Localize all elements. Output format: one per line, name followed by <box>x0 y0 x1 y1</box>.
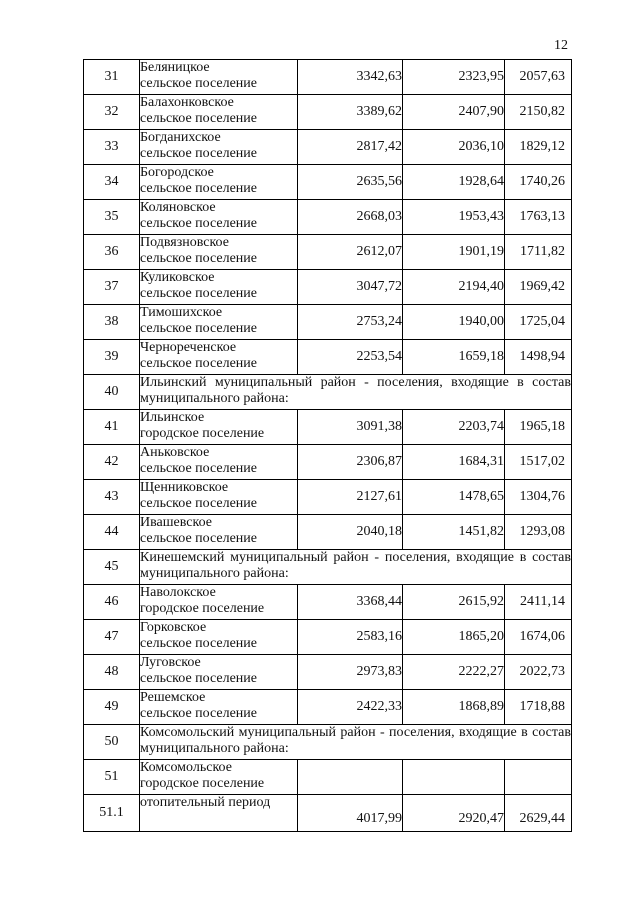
value-cell-3: 1674,06 <box>505 620 572 655</box>
tariff-table <box>83 59 572 832</box>
value-cell-3 <box>505 760 572 795</box>
settlement-name <box>140 270 298 305</box>
row-number: 33 <box>84 130 140 165</box>
table-row <box>84 655 572 690</box>
row-number: 40 <box>84 375 140 410</box>
settlement-name-line: Тимошихское <box>140 305 223 320</box>
table-row <box>84 95 572 130</box>
value-cell-1: 4017,99 <box>298 795 403 832</box>
settlement-type-line: сельское поселение <box>140 461 257 476</box>
value-cell-2: 2407,90 <box>403 95 505 130</box>
settlement-name-line: Луговское <box>140 655 201 670</box>
value-cell-2: 2203,74 <box>403 410 505 445</box>
row-number: 37 <box>84 270 140 305</box>
value-cell-3: 2057,63 <box>505 60 572 95</box>
settlement-name <box>140 585 298 620</box>
settlement-name-line: Решемское <box>140 690 206 705</box>
settlement-name <box>140 165 298 200</box>
table-row <box>84 445 572 480</box>
settlement-type-line: сельское поселение <box>140 76 257 91</box>
table-row <box>84 620 572 655</box>
settlement-type-line: сельское поселение <box>140 216 257 231</box>
value-cell-2: 1478,65 <box>403 480 505 515</box>
value-cell-1: 2817,42 <box>298 130 403 165</box>
settlement-name-line: Комсомольское <box>140 760 232 775</box>
value-cell-2: 1901,19 <box>403 235 505 270</box>
table-body <box>84 60 572 832</box>
section-header-row <box>84 725 572 760</box>
row-number: 50 <box>84 725 140 760</box>
settlement-name-line: Богородское <box>140 165 214 180</box>
settlement-name-line: Наволокское <box>140 585 216 600</box>
settlement-name <box>140 655 298 690</box>
settlement-name-line: отопительный период <box>140 795 271 810</box>
settlement-type-line: сельское поселение <box>140 636 257 651</box>
value-cell-1: 2040,18 <box>298 515 403 550</box>
value-cell-2: 1953,43 <box>403 200 505 235</box>
row-number: 35 <box>84 200 140 235</box>
table-row <box>84 270 572 305</box>
value-cell-3: 1517,02 <box>505 445 572 480</box>
value-cell-3: 1498,94 <box>505 340 572 375</box>
settlement-type-line: сельское поселение <box>140 496 257 511</box>
row-number: 36 <box>84 235 140 270</box>
value-cell-3: 1725,04 <box>505 305 572 340</box>
district-heading: Ильинский муниципальный район - поселения, входящие в состав муниципального района: <box>140 375 572 410</box>
settlement-name-line: Беляницкое <box>140 60 210 75</box>
value-cell-1: 3047,72 <box>298 270 403 305</box>
row-number: 51.1 <box>84 795 140 832</box>
value-cell-1: 2127,61 <box>298 480 403 515</box>
table-row <box>84 410 572 445</box>
value-cell-3: 2150,82 <box>505 95 572 130</box>
row-number: 45 <box>84 550 140 585</box>
value-cell-2 <box>403 760 505 795</box>
value-cell-1: 2753,24 <box>298 305 403 340</box>
value-cell-2: 2323,95 <box>403 60 505 95</box>
settlement-type-line: сельское поселение <box>140 111 257 126</box>
value-cell-3: 1304,76 <box>505 480 572 515</box>
value-cell-3: 1740,26 <box>505 165 572 200</box>
value-cell-2: 1684,31 <box>403 445 505 480</box>
value-cell-1: 3389,62 <box>298 95 403 130</box>
settlement-name <box>140 795 298 832</box>
settlement-name <box>140 690 298 725</box>
settlement-type-line: сельское поселение <box>140 146 257 161</box>
settlement-name <box>140 60 298 95</box>
value-cell-3: 1293,08 <box>505 515 572 550</box>
value-cell-1: 2422,33 <box>298 690 403 725</box>
table-row <box>84 305 572 340</box>
settlement-type-line: сельское поселение <box>140 181 257 196</box>
row-number: 48 <box>84 655 140 690</box>
section-header-row <box>84 550 572 585</box>
value-cell-1: 2583,16 <box>298 620 403 655</box>
settlement-type-line: сельское поселение <box>140 251 257 266</box>
settlement-name <box>140 200 298 235</box>
district-heading: Комсомольский муниципальный район - поселения, входящие в состав муниципального района: <box>140 725 572 760</box>
settlement-name <box>140 515 298 550</box>
value-cell-1: 2306,87 <box>298 445 403 480</box>
value-cell-2: 2036,10 <box>403 130 505 165</box>
settlement-type-line: городское поселение <box>140 426 265 441</box>
table-row <box>84 130 572 165</box>
value-cell-2: 2615,92 <box>403 585 505 620</box>
settlement-name-line: Щенниковское <box>140 480 229 495</box>
settlement-name <box>140 410 298 445</box>
row-number: 39 <box>84 340 140 375</box>
settlement-name <box>140 235 298 270</box>
settlement-name <box>140 305 298 340</box>
value-cell-2: 2920,47 <box>403 795 505 832</box>
value-cell-1: 2668,03 <box>298 200 403 235</box>
settlement-name-line: Куликовское <box>140 270 215 285</box>
value-cell-1 <box>298 760 403 795</box>
district-heading: Кинешемский муниципальный район - поселения, входящие в состав муниципального района: <box>140 550 572 585</box>
row-number: 32 <box>84 95 140 130</box>
value-cell-2: 2194,40 <box>403 270 505 305</box>
settlement-type-line: сельское поселение <box>140 706 257 721</box>
value-cell-2: 1451,82 <box>403 515 505 550</box>
section-header-row <box>84 375 572 410</box>
row-number: 42 <box>84 445 140 480</box>
settlement-name <box>140 95 298 130</box>
settlement-name <box>140 760 298 795</box>
settlement-name <box>140 340 298 375</box>
table-row <box>84 585 572 620</box>
settlement-type-line: городское поселение <box>140 601 265 616</box>
row-number: 41 <box>84 410 140 445</box>
settlement-name-line: Чернореченское <box>140 340 237 355</box>
settlement-name <box>140 620 298 655</box>
settlement-type-line: сельское поселение <box>140 356 257 371</box>
table-row <box>84 340 572 375</box>
value-cell-2: 1865,20 <box>403 620 505 655</box>
value-cell-3: 1965,18 <box>505 410 572 445</box>
page-number: 12 <box>554 38 568 53</box>
settlement-name <box>140 480 298 515</box>
table-row <box>84 235 572 270</box>
table-row <box>84 515 572 550</box>
value-cell-3: 2411,14 <box>505 585 572 620</box>
table-row <box>84 60 572 95</box>
settlement-type-line: сельское поселение <box>140 671 257 686</box>
settlement-name-line: Балахонковское <box>140 95 234 110</box>
value-cell-2: 1659,18 <box>403 340 505 375</box>
value-cell-1: 3342,63 <box>298 60 403 95</box>
settlement-name-line: Коляновское <box>140 200 216 215</box>
value-cell-1: 3091,38 <box>298 410 403 445</box>
row-number: 34 <box>84 165 140 200</box>
row-number: 46 <box>84 585 140 620</box>
value-cell-1: 2635,56 <box>298 165 403 200</box>
value-cell-3: 2629,44 <box>505 795 572 832</box>
settlement-name-line: Ивашевское <box>140 515 212 530</box>
row-number: 49 <box>84 690 140 725</box>
table-row <box>84 690 572 725</box>
settlement-name-line: Горковское <box>140 620 207 635</box>
settlement-name-line: Аньковское <box>140 445 210 460</box>
value-cell-3: 1969,42 <box>505 270 572 305</box>
settlement-type-line: городское поселение <box>140 776 265 791</box>
settlement-name-line: Подвязновское <box>140 235 229 250</box>
row-number: 43 <box>84 480 140 515</box>
row-number: 38 <box>84 305 140 340</box>
row-number: 51 <box>84 760 140 795</box>
value-cell-2: 1868,89 <box>403 690 505 725</box>
value-cell-1: 2973,83 <box>298 655 403 690</box>
value-cell-1: 3368,44 <box>298 585 403 620</box>
row-number: 47 <box>84 620 140 655</box>
settlement-name <box>140 130 298 165</box>
value-cell-3: 2022,73 <box>505 655 572 690</box>
table-row <box>84 795 572 832</box>
value-cell-3: 1763,13 <box>505 200 572 235</box>
value-cell-1: 2612,07 <box>298 235 403 270</box>
value-cell-1: 2253,54 <box>298 340 403 375</box>
value-cell-3: 1711,82 <box>505 235 572 270</box>
settlement-name <box>140 445 298 480</box>
settlement-type-line: сельское поселение <box>140 531 257 546</box>
row-number: 31 <box>84 60 140 95</box>
value-cell-3: 1718,88 <box>505 690 572 725</box>
value-cell-2: 2222,27 <box>403 655 505 690</box>
settlement-name-line: Богданихское <box>140 130 221 145</box>
settlement-type-line: сельское поселение <box>140 321 257 336</box>
table-row <box>84 760 572 795</box>
value-cell-3: 1829,12 <box>505 130 572 165</box>
settlement-type-line: сельское поселение <box>140 286 257 301</box>
row-number: 44 <box>84 515 140 550</box>
table-row <box>84 165 572 200</box>
value-cell-2: 1940,00 <box>403 305 505 340</box>
settlement-name-line: Ильинское <box>140 410 205 425</box>
table-row <box>84 200 572 235</box>
value-cell-2: 1928,64 <box>403 165 505 200</box>
table-row <box>84 480 572 515</box>
